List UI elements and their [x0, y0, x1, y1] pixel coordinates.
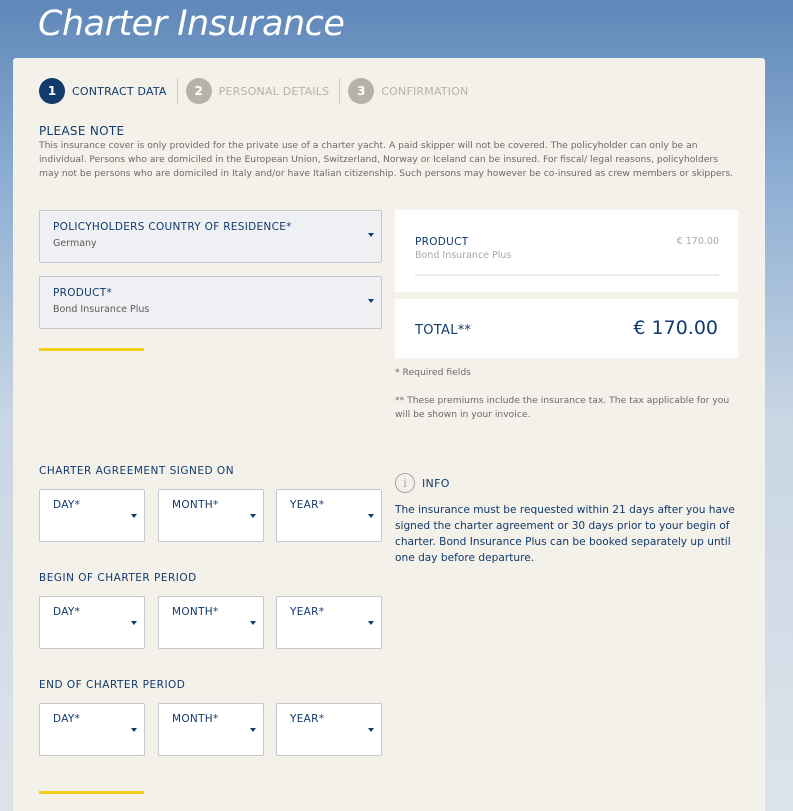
summary-product-price: € 170.00: [676, 236, 719, 247]
page-title: Charter Insurance: [38, 4, 345, 44]
step-number: 2: [186, 78, 212, 104]
chevron-down-icon: [250, 728, 256, 732]
summary-product-label: PRODUCT: [415, 236, 469, 248]
country-select[interactable]: [39, 210, 382, 263]
country-select-label: POLICYHOLDERS COUNTRY OF RESIDENCE*: [53, 221, 292, 233]
chevron-down-icon: [131, 621, 137, 625]
step-label: PERSONAL DETAILS: [218, 84, 330, 98]
agreement-month-select[interactable]: [158, 489, 264, 542]
chevron-down-icon: [131, 728, 137, 732]
country-select-value: Germany: [53, 238, 97, 249]
end-year-select[interactable]: [276, 703, 382, 756]
begin-month-select[interactable]: [158, 596, 264, 649]
form-card: [13, 58, 765, 811]
total-label: TOTAL**: [415, 323, 472, 338]
day-label: DAY*: [53, 713, 81, 725]
end-month-select[interactable]: [158, 703, 264, 756]
step-contract-data[interactable]: [39, 78, 167, 104]
section-title-agreement-signed: CHARTER AGREEMENT SIGNED ON: [39, 465, 235, 477]
chevron-down-icon: [368, 621, 374, 625]
total-summary: [395, 299, 738, 358]
end-day-select[interactable]: [39, 703, 145, 756]
summary-divider: [415, 274, 719, 276]
step-divider: [339, 78, 340, 104]
total-value: € 170.00: [633, 317, 718, 339]
agreement-day-select[interactable]: [39, 489, 145, 542]
note-title: PLEASE NOTE: [39, 124, 125, 138]
agreement-year-select[interactable]: [276, 489, 382, 542]
chevron-down-icon: [250, 514, 256, 518]
chevron-down-icon: [368, 728, 374, 732]
section-divider: [39, 348, 144, 351]
product-summary: [395, 210, 738, 292]
chevron-down-icon: [368, 233, 374, 237]
section-title-begin-period: BEGIN OF CHARTER PERIOD: [39, 572, 197, 584]
month-label: MONTH*: [172, 713, 219, 725]
year-label: YEAR*: [290, 713, 325, 725]
chevron-down-icon: [368, 514, 374, 518]
note-text: This insurance cover is only provided for the private use of a charter yacht. A paid skipper will not be covered. The policyholder can only be an individual. Persons who are domiciled in the European Union, Switzerland, Norway or Iceland can be insured. For fiscal/ legal reasons, policyholders may not be persons who are domiciled in Italy and/or have Italian citizenship. Such persons may however be co-insured as crew members or skippers.: [39, 140, 734, 179]
step-personal-details[interactable]: [186, 78, 330, 104]
info-icon: i: [395, 473, 415, 493]
day-label: DAY*: [53, 606, 81, 618]
year-label: YEAR*: [290, 499, 325, 511]
begin-day-select[interactable]: [39, 596, 145, 649]
step-number: 1: [39, 78, 65, 104]
chevron-down-icon: [131, 514, 137, 518]
month-label: MONTH*: [172, 606, 219, 618]
product-select-value: Bond Insurance Plus: [53, 304, 150, 315]
chevron-down-icon: [250, 621, 256, 625]
product-select-label: PRODUCT*: [53, 287, 113, 299]
info-title: INFO: [422, 477, 450, 490]
day-label: DAY*: [53, 499, 81, 511]
product-select[interactable]: [39, 276, 382, 329]
step-confirmation[interactable]: [348, 78, 468, 104]
tax-note: ** These premiums include the insurance tax. The tax applicable for you will be shown in your invoice.: [395, 395, 730, 420]
section-title-end-period: END OF CHARTER PERIOD: [39, 679, 186, 691]
step-number: 3: [348, 78, 374, 104]
begin-year-select[interactable]: [276, 596, 382, 649]
section-divider: [39, 791, 144, 794]
stepper: [39, 78, 468, 104]
step-divider: [177, 78, 178, 104]
info-text: The insurance must be requested within 21 days after you have signed the charter agreement or 30 days prior to your begin of charter. Bond Insurance Plus can be booked separately up until one day before departure.: [395, 504, 735, 564]
year-label: YEAR*: [290, 606, 325, 618]
summary-product-name: Bond Insurance Plus: [415, 250, 512, 261]
step-label: CONTRACT DATA: [72, 84, 167, 98]
month-label: MONTH*: [172, 499, 219, 511]
step-label: CONFIRMATION: [381, 84, 469, 98]
chevron-down-icon: [368, 299, 374, 303]
required-note: * Required fields: [395, 367, 471, 378]
